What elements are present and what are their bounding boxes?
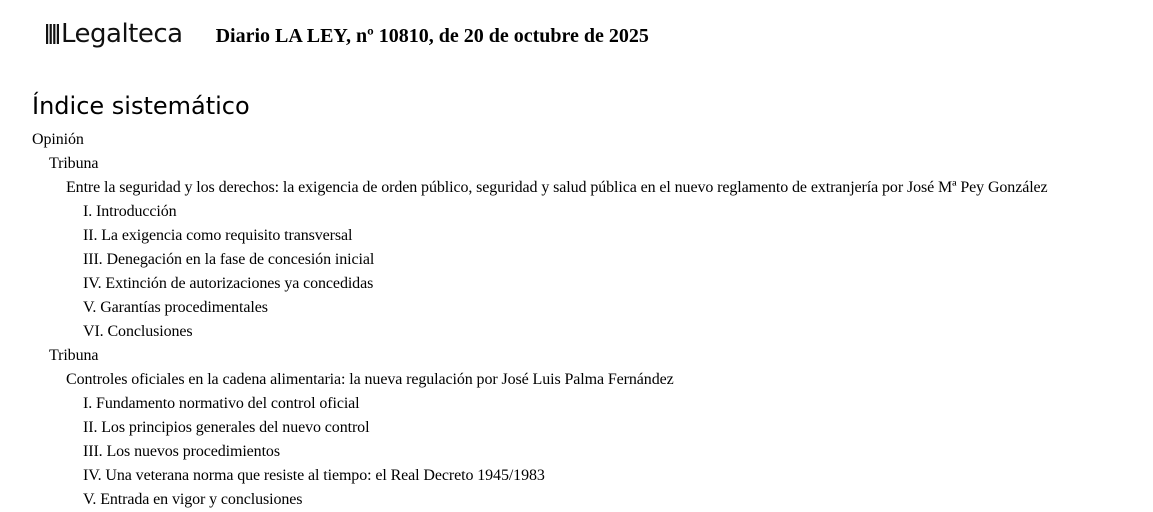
toc-article[interactable]: Controles oficiales en la cadena alimentaria: la nueva regulación por José Luis Palma Fernández [66, 371, 674, 388]
toc-chapter[interactable]: VI. Conclusiones [83, 323, 193, 340]
table-of-contents [0, 128, 1048, 512]
toc-section[interactable]: Tribuna [49, 155, 99, 172]
toc-chapter[interactable]: II. La exigencia como requisito transversal [83, 227, 353, 244]
toc-chapter[interactable]: III. Los nuevos procedimientos [83, 443, 280, 460]
toc-chapter[interactable]: V. Entrada en vigor y conclusiones [83, 491, 303, 508]
toc-section[interactable]: Tribuna [49, 347, 99, 364]
index-title: Índice sistemático [32, 92, 250, 120]
toc-chapter[interactable]: IV. Extinción de autorizaciones ya concedidas [83, 275, 374, 292]
toc-article[interactable]: Entre la seguridad y los derechos: la exigencia de orden público, seguridad y salud pública en el nuevo reglamento de extranjería por José Mª Pey González [66, 179, 1048, 196]
legalteca-logo[interactable] [46, 14, 183, 54]
toc-chapter[interactable]: II. Los principios generales del nuevo control [83, 419, 370, 436]
publication-title: Diario LA LEY, nº 10810, de 20 de octubre de 2025 [215, 24, 649, 47]
bars-logo-icon [46, 24, 60, 44]
toc-category[interactable]: Opinión [32, 131, 84, 148]
toc-chapter[interactable]: I. Introducción [83, 203, 177, 220]
toc-chapter[interactable]: III. Denegación en la fase de concesión inicial [83, 251, 375, 268]
toc-chapter[interactable]: V. Garantías procedimentales [83, 299, 268, 316]
toc-chapter[interactable]: IV. Una veterana norma que resiste al tiempo: el Real Decreto 1945/1983 [83, 467, 545, 484]
logo-text: Legalteca [61, 19, 183, 49]
toc-chapter[interactable]: I. Fundamento normativo del control oficial [83, 395, 360, 412]
header [46, 14, 649, 54]
